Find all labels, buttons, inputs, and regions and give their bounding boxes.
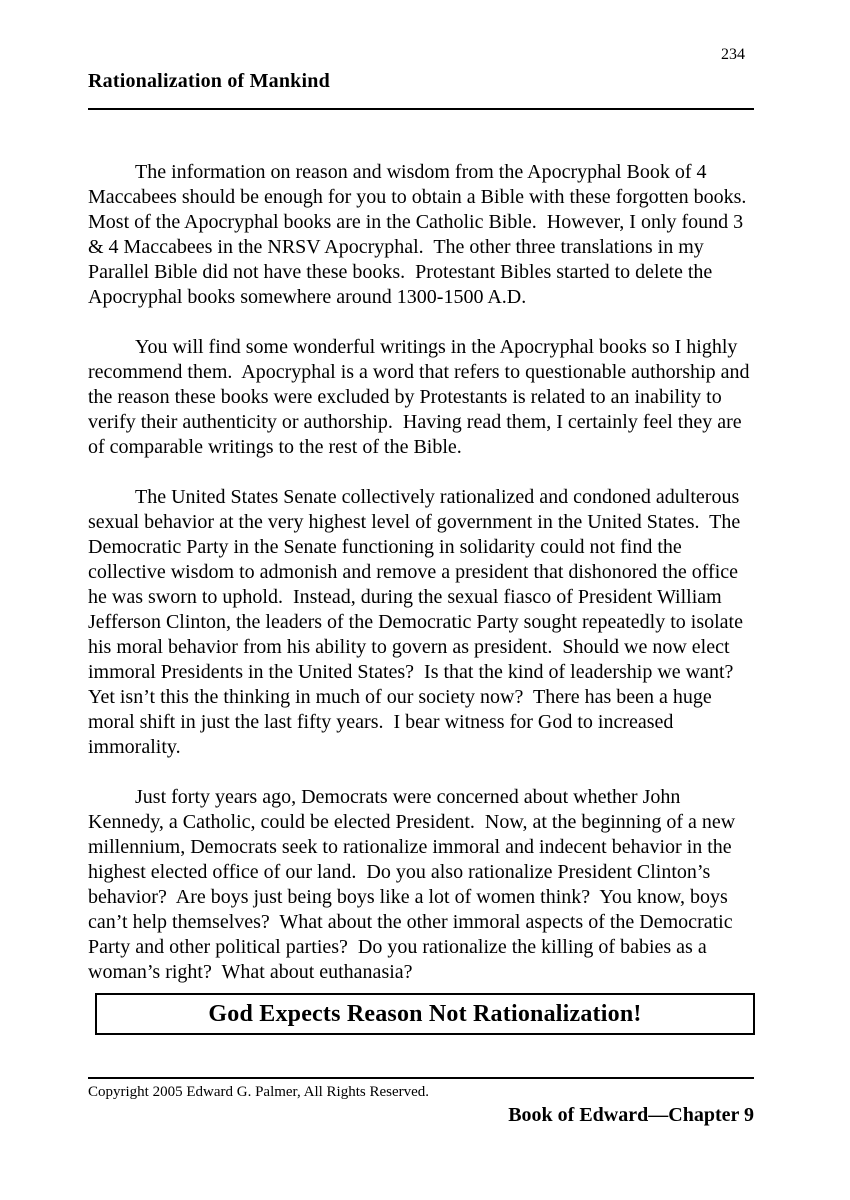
paragraph-1: The information on reason and wisdom from the Apocryphal Book of 4 Maccabees should be enough for you to obtain a Bible with these forgotten books. Most of the Apocryphal books are in the Catholic Bible. However, I only found 3 & 4 Maccabees in the NRSV Apocryphal. The other three translations in my Parallel Bible did not have these books. Protestant Bibles started to delete the Apocryphal books somewhere around 1300-1500 A.D. xyxy=(88,161,757,308)
page-footer xyxy=(88,1077,754,1127)
page-header xyxy=(88,70,754,110)
banner-text: God Expects Reason Not Rationalization! xyxy=(208,1001,642,1027)
book-chapter-title: Book of Edward—Chapter 9 xyxy=(508,1104,754,1126)
body-text xyxy=(88,160,757,1010)
paragraph-3: The United States Senate collectively rationalized and condoned adulterous sexual behavior at the very highest level of government in the United States. The Democratic Party in the Senate functioning in solidarity could not find the collective wisdom to admonish and remove a president that dishonored the office he was sworn to uphold. Instead, during the sexual fiasco of President William Jefferson Clinton, the leaders of the Democratic Party sought repeatedly to isolate his moral behavior from his ability to govern as president. Should we now elect immoral Presidents in the United States? Is that the kind of leadership we want? Yet isn’t this the thinking in much of our society now? There has been a huge moral shift in just the last fifty years. I bear witness for God to increased immorality. xyxy=(88,486,748,758)
banner-box xyxy=(95,993,755,1035)
header-rule xyxy=(88,108,754,110)
footer-rule xyxy=(88,1077,754,1079)
copyright-text: Copyright 2005 Edward G. Palmer, All Rights Reserved. xyxy=(88,1084,430,1100)
paragraph-4: Just forty years ago, Democrats were concerned about whether John Kennedy, a Catholic, could be elected President. Now, at the beginning of a new millennium, Democrats seek to rationalize immoral and indecent behavior in the highest elected office of our land. Do you also rationalize President Clinton’s behavior? Are boys just being boys like a lot of women think? You know, boys can’t help themselves? What about the other immoral aspects of the Democratic Party and other political parties? Do you rationalize the killing of babies as a woman’s right? What about euthanasia? xyxy=(88,786,741,983)
page-title: Rationalization of Mankind xyxy=(88,70,330,92)
paragraph-2: You will find some wonderful writings in the Apocryphal books so I highly recommend them. Apocryphal is a word that refers to questionable authorship and the reason these books were excluded by Protestants is related to an inability to verify their authenticity or authorship. Having read them, I certainly feel they are of comparable writings to the rest of the Bible. xyxy=(88,336,755,458)
page-number: 234 xyxy=(721,46,745,63)
